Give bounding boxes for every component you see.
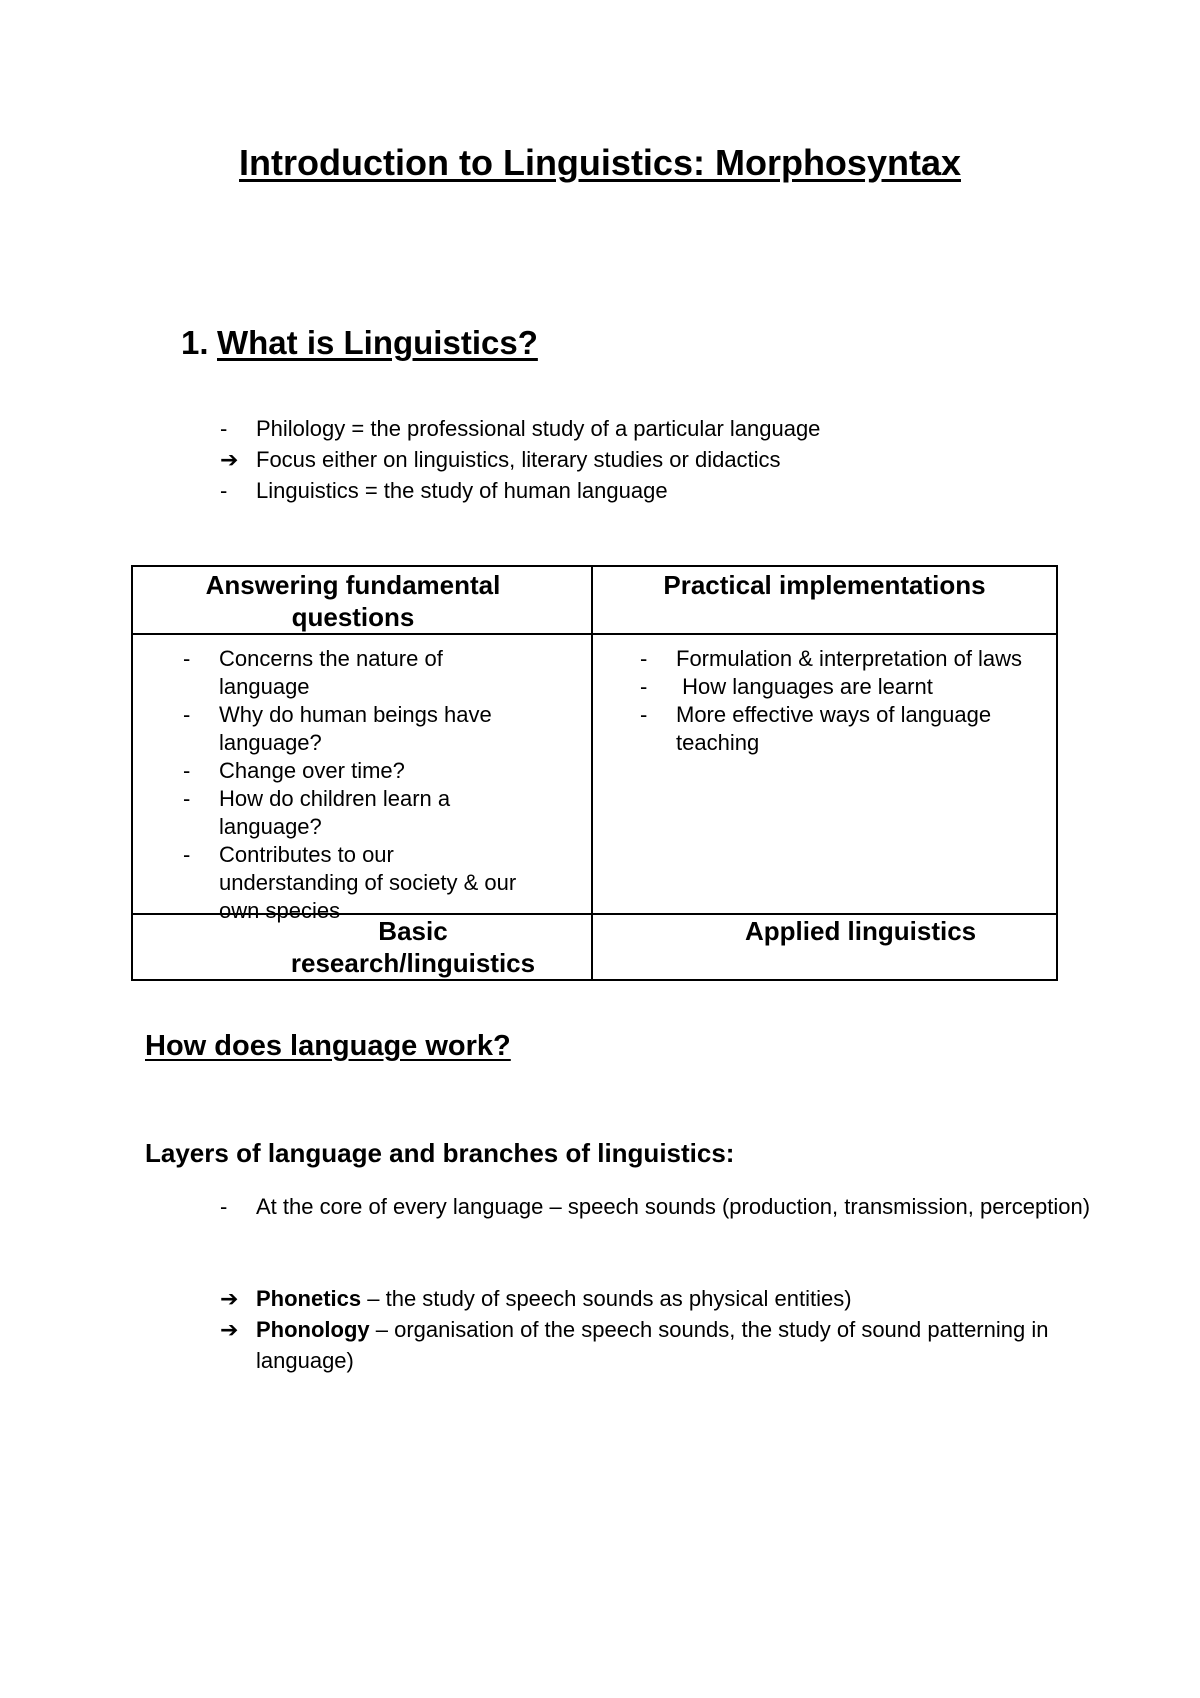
arrow-icon: ➔ — [220, 447, 239, 472]
table-cell — [132, 634, 592, 923]
table-cell — [592, 634, 1057, 914]
list-item-text: Linguistics = the study of human language — [256, 478, 668, 503]
section-2-heading: How does language work? — [145, 1030, 511, 1062]
table-header-cell — [132, 566, 592, 634]
linguistics-table — [131, 565, 1058, 981]
list-item — [220, 1191, 1100, 1253]
col1-footer: Basic research/linguistics — [290, 916, 536, 978]
list-item-text: Philology = the professional study of a particular language — [256, 416, 821, 441]
implementations-list — [640, 645, 1046, 757]
list-item-text: At the core of every language – speech sounds (production, transmission, perception) — [256, 1194, 1091, 1219]
list-item: - Concerns the nature of language — [183, 646, 443, 699]
list-item-text: Focus either on linguistics, literary studies or didactics — [256, 447, 781, 472]
list-item: - How languages are learnt — [640, 674, 933, 699]
dash-marker: - — [220, 478, 228, 503]
list-item — [220, 1283, 1100, 1314]
list-item: - Formulation & interpretation of laws — [640, 646, 1023, 671]
phonology-definition: – organisation of the speech sounds, the study of sound patterning in language) — [256, 1317, 1049, 1373]
list-item: - Why do human beings have language? — [183, 702, 492, 755]
col2-footer: Applied linguistics — [745, 916, 977, 946]
arrow-icon: ➔ — [220, 1286, 239, 1311]
list-item — [220, 444, 1120, 475]
list-item: - Change over time? — [183, 758, 405, 783]
arrow-icon: ➔ — [220, 1317, 239, 1342]
list-item — [220, 1314, 1100, 1376]
table-header-row — [132, 566, 1057, 634]
table-row — [132, 634, 1057, 914]
col2-header: Practical implementations — [663, 570, 986, 600]
list-item: - Contributes to our understanding of society & our own species — [183, 842, 517, 923]
section-1-heading — [181, 324, 538, 362]
document-title: Introduction to Linguistics: Morphosyntax — [239, 142, 961, 183]
list-item: - How do children learn a language? — [183, 786, 451, 839]
phonetics-definition: – the study of speech sounds as physical entities) — [361, 1286, 852, 1311]
list-item — [220, 413, 1120, 444]
table-header-cell — [592, 566, 1057, 634]
list-item: - More effective ways of language teaching — [640, 702, 992, 755]
phonetics-term: Phonetics — [256, 1286, 362, 1311]
phonology-term: Phonology — [256, 1317, 370, 1342]
questions-list — [183, 645, 539, 925]
list-item — [220, 475, 1120, 506]
dash-marker: - — [220, 1194, 228, 1219]
section-2-subheading: Layers of language and branches of linguistics: — [145, 1138, 735, 1168]
dash-marker: - — [220, 416, 228, 441]
table-footer-cell — [592, 914, 1057, 980]
section-1-number: 1. — [181, 324, 209, 361]
col1-header: Answering fundamental questions — [205, 570, 501, 632]
section-1-title: What is Linguistics? — [217, 324, 538, 361]
